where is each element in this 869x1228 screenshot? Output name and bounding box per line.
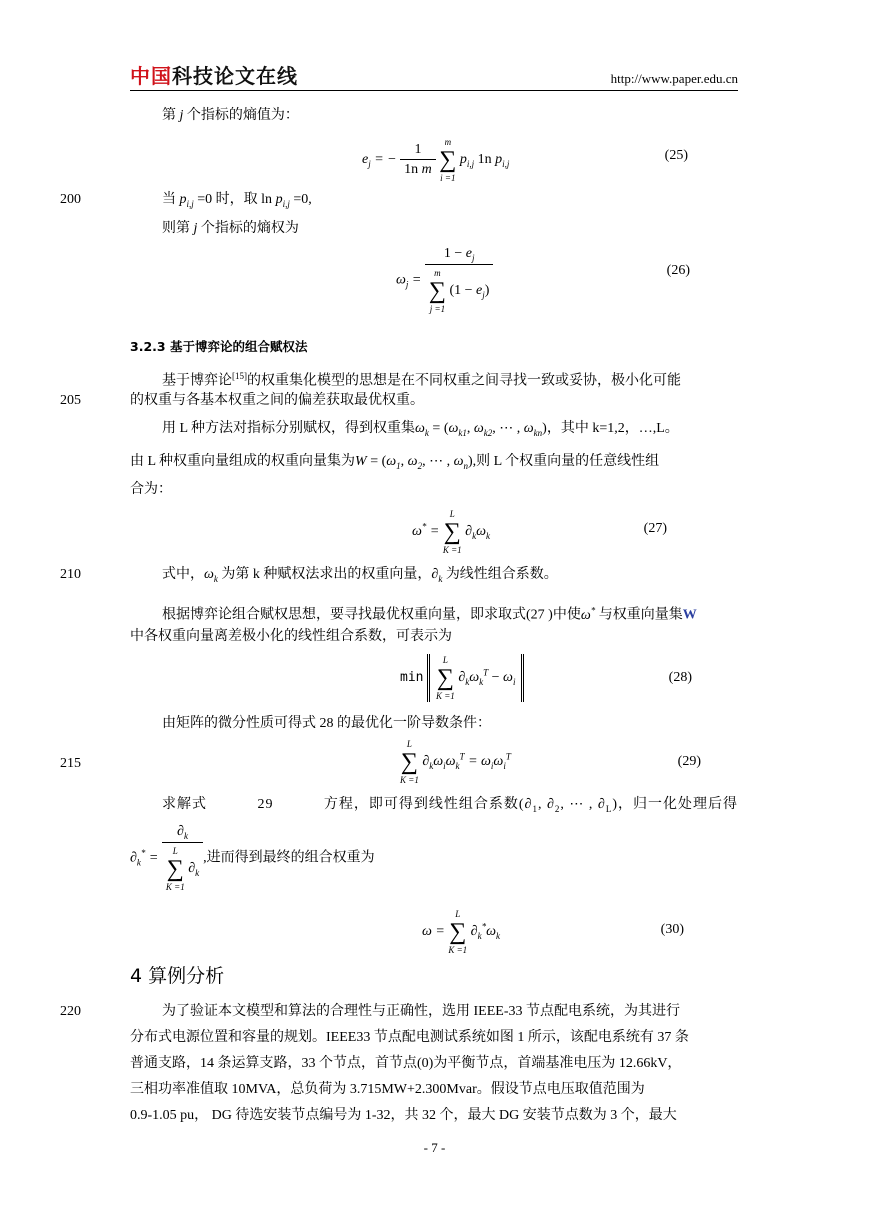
header-rule xyxy=(130,90,738,91)
line-number: 220 xyxy=(60,1004,81,1019)
text-line: 当 $p_{i,j} =0$ 时，取 $\ln p_{i,j} =0$, xyxy=(162,192,312,209)
text-line: 求解式 29 方程，即可得到线性组合系数($\partial_1$, $\partial_2$, ⋯ , $\partial_L$)，归一化处理后得 xyxy=(162,797,738,814)
logo-red-text: 中国 xyxy=(130,64,172,88)
text-line: 0.9-1.05 pu， DG 待选安装节点编号为 1-32，共 32 个，最大 DG 安装节点数为 3 个，最大 xyxy=(130,1108,677,1123)
page-number: - 7 - xyxy=(423,1140,446,1155)
equation-27: ω* = L ∑ K =1 $\partial_k\omega_k$ xyxy=(412,509,490,555)
header-url[interactable]: http://www.paper.edu.cn xyxy=(610,71,738,86)
equation-29: L ∑ K =1 $\partial_k\omega_i\omega_k^T = \omega_i\omega_i^T$ xyxy=(400,739,511,785)
equation-26: $\omega_j$ = $1 - e_j$ m ∑ j =1 $(1 - e_j)$ xyxy=(396,246,493,315)
equation-number: (28) xyxy=(668,670,692,685)
logo-black-text: 科技论文在线 xyxy=(172,64,298,88)
text-line: ,进而得到最终的组合权重为 xyxy=(203,850,375,866)
equation-number: (29) xyxy=(677,754,701,769)
section-heading: 4 算例分析 xyxy=(130,965,225,987)
text-line: 普通支路，14 条运算支路，33 个节点，首节点(0)为平衡节点，首端基准电压为 12.66kV， xyxy=(130,1056,682,1071)
section-heading: 3.2.3 基于博弈论的组合赋权法 xyxy=(130,339,308,354)
normalized-coefficient: $\partial_k^*$ = $\partial_k$ L ∑ K =1 $\partial_k$ ,进而得到最终的组合权重为 xyxy=(130,824,375,892)
line-number: 215 xyxy=(60,756,81,771)
text-line: 第 j 个指标的熵值为： xyxy=(162,108,299,123)
text-line: 的权重与各基本权重之间的偏差获取最优权重。 xyxy=(130,393,424,408)
text-line: 基于博弈论[15]的权重集化模型的思想是在不同权重之间寻找一致或妥协，极小化可能 xyxy=(162,371,681,389)
text-line: 三相功率准值取 10MVA，总负荷为 3.715MW+2.300Mvar。假设节点电压取值范围为 xyxy=(130,1082,645,1097)
equation-28: min L ∑ K =1 $\partial_k\omega_k^T - \omega_i$ xyxy=(400,654,524,702)
equation-25: $e_j$ = − $\frac{1}{\text{1n m}}$ m ∑ i =1 $p_{i,j}$ 1n $p_{i,j}$ xyxy=(362,137,510,183)
equation-number: (26) xyxy=(666,263,690,278)
journal-logo xyxy=(130,64,298,88)
text-line: 由矩阵的微分性质可得式 28 的最优化一阶导数条件： xyxy=(162,716,491,731)
text-line: 中各权重向量离差极小化的线性组合系数，可表示为 xyxy=(130,629,452,644)
equation-30: ω = L ∑ K =1 $\partial_k^*\omega_k$ xyxy=(422,909,500,955)
text-line: 根据博弈论组合赋权思想，要寻找最优权重向量，即求取式(27 )中使ω* 与权重向量集W xyxy=(162,605,697,623)
equation-number: (30) xyxy=(660,922,684,937)
text-line: 分布式电源位置和容量的规划。IEEE33 节点配电测试系统如图 1 所示，该配电系统有 37 条 xyxy=(130,1030,689,1045)
line-number: 200 xyxy=(60,192,81,207)
text-line: 为了验证本文模型和算法的合理性与正确性，选用 IEEE-33 节点配电系统，为其进行 xyxy=(162,1004,680,1019)
text-line: 合为： xyxy=(130,482,172,497)
equation-number: (27) xyxy=(643,521,667,536)
text-line: 则第 j 个指标的熵权为 xyxy=(162,221,299,236)
text-line: 用 L 种方法对指标分别赋权，得到权重集$\omega_k = (\omega_{k1}$, $\omega_{k2}$, ⋯ , $\omega_{kn}$)，其中 k=1,2，…,L。 xyxy=(162,421,679,438)
line-number: 205 xyxy=(60,393,81,408)
line-number: 210 xyxy=(60,567,81,582)
text-line: 由 L 种权重向量组成的权重向量集为$W = (\omega_1$, $\omega_2$, ⋯ , $\omega_n$),则 L 个权重向量的任意线性组 xyxy=(130,454,660,471)
equation-number: (25) xyxy=(664,148,688,163)
text-line: 式中，$\omega_k$ 为第 k 种赋权法求出的权重向量，$\partial_k$ 为线性组合系数。 xyxy=(162,567,558,584)
